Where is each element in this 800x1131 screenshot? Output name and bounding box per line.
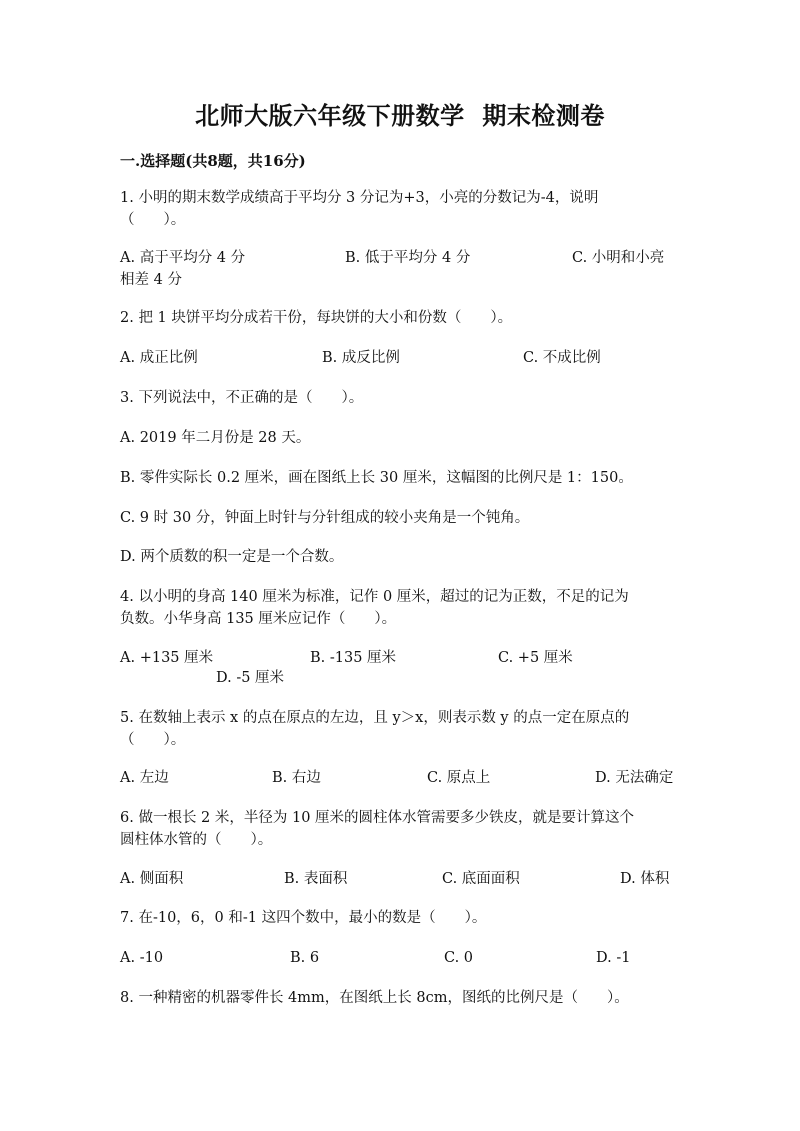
question-1-line-2: （ ）。 xyxy=(120,212,186,228)
page-title: 北师大版六年级下册数学 期末检测卷 xyxy=(195,101,605,130)
question-1-option-a: A. 高于平均分 4 分 xyxy=(120,250,246,266)
question-6-option-d: D. 体积 xyxy=(620,871,670,887)
question-2-option-c: C. 不成比例 xyxy=(523,350,601,366)
question-4-line-2: 负数。小华身高 135 厘米应记作（ ）。 xyxy=(120,611,397,627)
question-5-line-2: （ ）。 xyxy=(120,732,186,748)
question-4-option-c: C. +5 厘米 xyxy=(498,650,573,666)
question-6-line-1: 6. 做一根长 2 米，半径为 10 厘米的圆柱体水管需要多少铁皮，就是要计算这个 xyxy=(120,810,635,826)
question-5-line-1: 5. 在数轴上表示 x 的点在原点的左边，且 y＞x，则表示数 y 的点一定在原点的 xyxy=(120,710,630,726)
question-1-option-c-continued: 相差 4 分 xyxy=(120,272,182,288)
question-7-option-a: A. -10 xyxy=(120,950,164,966)
question-4-option-b: B. -135 厘米 xyxy=(310,650,397,666)
question-6-option-c: C. 底面面积 xyxy=(442,871,520,887)
question-1-line-1: 1. 小明的期末数学成绩高于平均分 3 分记为+3，小亮的分数记为-4，说明 xyxy=(120,190,599,206)
question-5-option-a: A. 左边 xyxy=(120,770,169,786)
question-3-option-a: A. 2019 年二月份是 28 天。 xyxy=(120,430,311,446)
question-7-line-1: 7. 在-10，6，0 和-1 这四个数中，最小的数是（ ）。 xyxy=(120,910,487,926)
question-8-line-1: 8. 一种精密的机器零件长 4mm，在图纸上长 8cm，图纸的比例尺是（ ）。 xyxy=(120,990,629,1006)
question-2-line-1: 2. 把 1 块饼平均分成若干份，每块饼的大小和份数（ ）。 xyxy=(120,310,513,326)
question-6-option-b: B. 表面积 xyxy=(284,871,348,887)
question-5-option-b: B. 右边 xyxy=(272,770,321,786)
question-3-option-d: D. 两个质数的积一定是一个合数。 xyxy=(120,549,344,565)
question-3-option-c: C. 9 时 30 分，钟面上时针与分针组成的较小夹角是一个钝角。 xyxy=(120,510,530,526)
question-4-option-a: A. +135 厘米 xyxy=(120,650,214,666)
question-7-option-b: B. 6 xyxy=(290,950,320,966)
question-6-option-a: A. 侧面积 xyxy=(120,871,184,887)
question-1-option-b: B. 低于平均分 4 分 xyxy=(345,250,471,266)
question-1-option-c: C. 小明和小亮 xyxy=(572,250,665,266)
question-5-option-d: D. 无法确定 xyxy=(595,770,674,786)
question-3-option-b: B. 零件实际长 0.2 厘米，画在图纸上长 30 厘米，这幅图的比例尺是 1：150。 xyxy=(120,470,633,486)
question-7-option-c: C. 0 xyxy=(444,950,474,966)
question-2-option-b: B. 成反比例 xyxy=(322,350,400,366)
question-6-line-2: 圆柱体水管的（ ）。 xyxy=(120,832,273,848)
question-5-option-c: C. 原点上 xyxy=(427,770,491,786)
question-4-option-d: D. -5 厘米 xyxy=(216,670,285,686)
question-4-line-1: 4. 以小明的身高 140 厘米为标准，记作 0 厘米，超过的记为正数，不足的记为 xyxy=(120,589,629,605)
question-3-line-1: 3. 下列说法中，不正确的是（ ）。 xyxy=(120,390,364,406)
question-2-option-a: A. 成正比例 xyxy=(120,350,198,366)
section-header: 一.选择题(共8题，共16分) xyxy=(120,152,306,170)
question-7-option-d: D. -1 xyxy=(596,950,631,966)
